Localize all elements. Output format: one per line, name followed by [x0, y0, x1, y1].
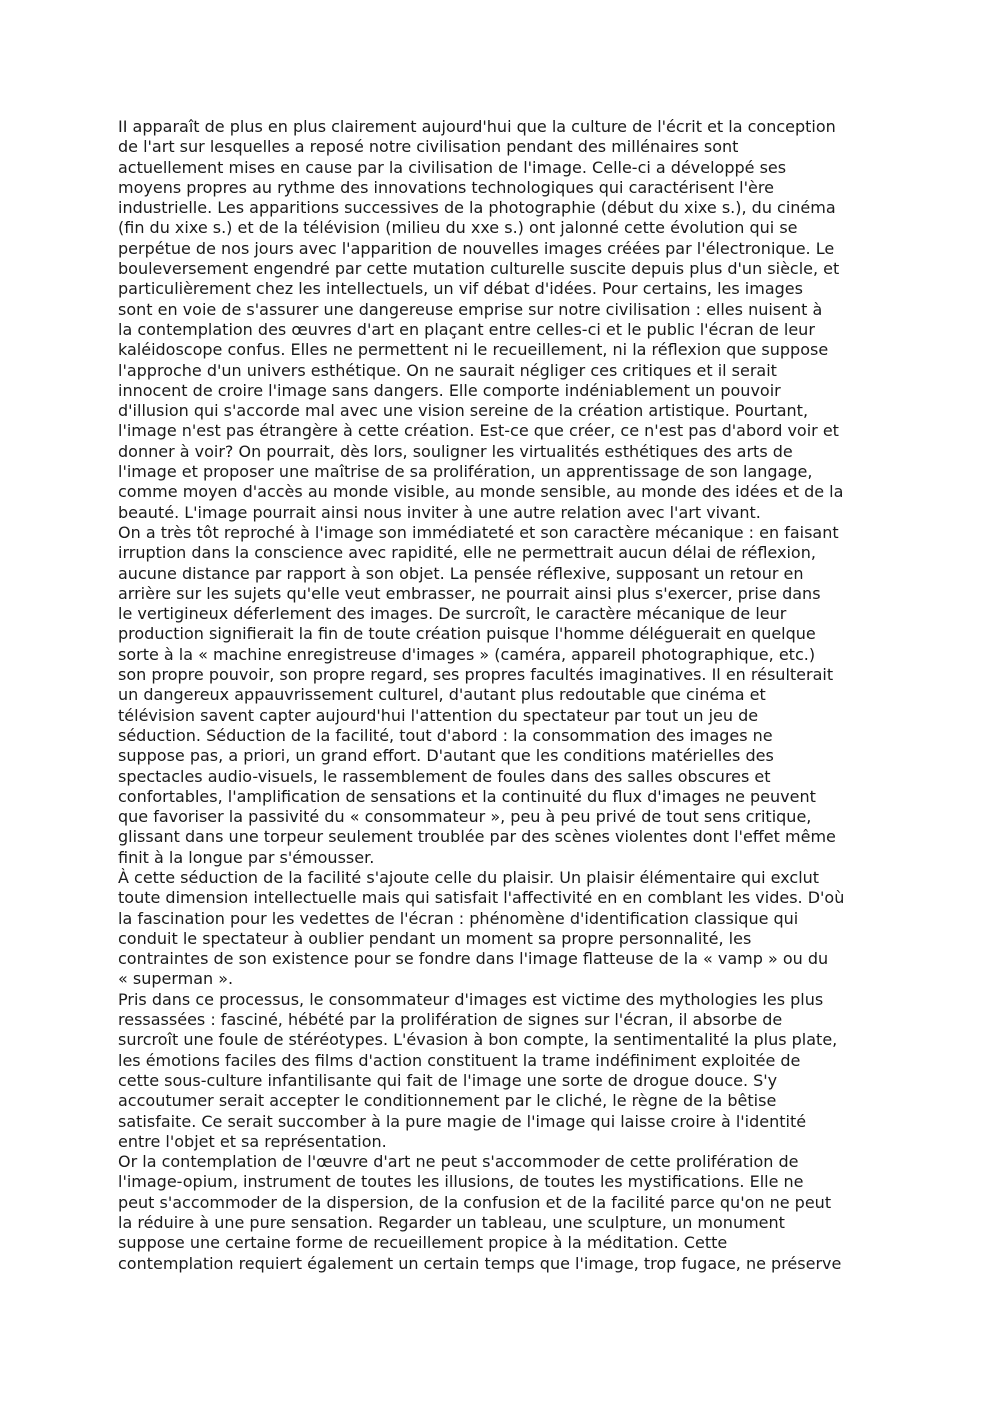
text-line: aucune distance par rapport à son objet. La pensée réflexive, supposant un retour en [118, 563, 804, 583]
text-line: que favoriser la passivité du « consommateur », peu à peu privé de tout sens critique, [118, 807, 812, 827]
text-line: Pris dans ce processus, le consommateur d'images est victime des mythologies les plus [118, 989, 824, 1009]
text-line: l'image-opium, instrument de toutes les illusions, de toutes les mystifications. Elle ne [118, 1172, 804, 1192]
text-line: actuellement mises en cause par la civilisation de l'image. Celle-ci a développé ses [118, 157, 787, 177]
text-line: beauté. L'image pourrait ainsi nous inviter à une autre relation avec l'art vivant. [118, 502, 761, 522]
text-line: satisfaite. Ce serait succomber à la pure magie de l'image qui laisse croire à l'identité [118, 1111, 807, 1131]
text-line: contraintes de son existence pour se fondre dans l'image flatteuse de la « vamp » ou du [118, 949, 829, 969]
text-line: toute dimension intellectuelle mais qui satisfait l'affectivité en en comblant les vides. D'où [118, 888, 845, 908]
text-line: accoutumer serait accepter le conditionnement par le cliché, le règne de la bêtise [118, 1091, 777, 1111]
text-line: donner à voir? On pourrait, dès lors, souligner les virtualités esthétiques des arts de [118, 441, 793, 461]
text-line: confortables, l'amplification de sensations et la continuité du flux d'images ne peuvent [118, 786, 816, 806]
text-line: arrière sur les sujets qu'elle veut embrasser, ne pourrait ainsi plus s'exercer, prise dans [118, 583, 821, 603]
text-line: ressassées : fasciné, hébété par la prolifération de signes sur l'écran, il absorbe de [118, 1010, 783, 1030]
text-line: perpétue de nos jours avec l'apparition de nouvelles images créées par l'électronique. Le [118, 238, 835, 258]
text-line: production signifierait la fin de toute création puisque l'homme déléguerait en quelque [118, 624, 816, 644]
text-line: conduit le spectateur à oublier pendant un moment sa propre personnalité, les [118, 928, 752, 948]
text-line: finit à la longue par s'émousser. [118, 847, 375, 867]
text-line: sorte à la « machine enregistreuse d'images » (caméra, appareil photographique, etc.) [118, 644, 816, 664]
text-line: les émotions faciles des films d'action constituent la trame indéfiniment exploitée de [118, 1050, 801, 1070]
text-line: télévision savent capter aujourd'hui l'attention du spectateur par tout un jeu de [118, 705, 759, 725]
text-line: suppose une certaine forme de recueillement propice à la méditation. Cette [118, 1233, 728, 1253]
text-line: Or la contemplation de l'œuvre d'art ne peut s'accommoder de cette prolifération de [118, 1152, 799, 1172]
text-line: bouleversement engendré par cette mutation culturelle suscite depuis plus d'un siècle, et [118, 259, 840, 279]
text-line: kaléidoscope confus. Elles ne permettent ni le recueillement, ni la réflexion que suppose [118, 340, 829, 360]
text-line: particulièrement chez les intellectuels, un vif débat d'idées. Pour certains, les images [118, 279, 803, 299]
text-line: contemplation requiert également un certain temps que l'image, trop fugace, ne préserve [118, 1253, 842, 1273]
text-line: de l'art sur lesquelles a reposé notre civilisation pendant des millénaires sont [118, 137, 739, 157]
text-line: entre l'objet et sa représentation. [118, 1131, 387, 1151]
text-line: spectacles audio-visuels, le rassemblement de foules dans des salles obscures et [118, 766, 771, 786]
text-line: industrielle. Les apparitions successives de la photographie (début du xixe s.), du cinéma [118, 198, 836, 218]
text-line: peut s'accommoder de la dispersion, de la confusion et de la facilité parce qu'on ne peut [118, 1192, 832, 1212]
text-line: son propre pouvoir, son propre regard, ses propres facultés imaginatives. Il en résulterait [118, 665, 834, 685]
text-line: À cette séduction de la facilité s'ajoute celle du plaisir. Un plaisir élémentaire qui exclut [118, 867, 820, 887]
text-line: d'illusion qui s'accorde mal avec une vision sereine de la création artistique. Pourtant, [118, 401, 809, 421]
text-line: l'image n'est pas étrangère à cette création. Est-ce que créer, ce n'est pas d'abord voir et [118, 421, 839, 441]
text-line: la contemplation des œuvres d'art en plaçant entre celles-ci et le public l'écran de leur [118, 319, 815, 339]
text-line: suppose pas, a priori, un grand effort. D'autant que les conditions matérielles des [118, 746, 774, 766]
text-line: l'approche d'un univers esthétique. On ne saurait négliger ces critiques et il serait [118, 360, 777, 380]
text-line: II apparaît de plus en plus clairement aujourd'hui que la culture de l'écrit et la conception [118, 117, 836, 136]
text-line: un dangereux appauvrissement culturel, d'autant plus redoutable que cinéma et [118, 685, 766, 705]
text-line: « superman ». [118, 969, 234, 989]
text-line: surcroît une foule de stéréotypes. L'évasion à bon compte, la sentimentalité la plus plate, [118, 1030, 838, 1050]
text-line: irruption dans la conscience avec rapidité, elle ne permettrait aucun délai de réflexion, [118, 543, 816, 563]
text-line: glissant dans une torpeur seulement troublée par des scènes violentes dont l'effet même [118, 827, 836, 847]
text-line: On a très tôt reproché à l'image son immédiateté et son caractère mécanique : en faisant [118, 522, 839, 542]
text-line: innocent de croire l'image sans dangers. Elle comporte indéniablement un pouvoir [118, 380, 781, 400]
text-line: cette sous-culture infantilisante qui fait de l'image une sorte de drogue douce. S'y [118, 1070, 778, 1090]
text-line: moyens propres au rythme des innovations technologiques qui caractérisent l'ère [118, 177, 774, 197]
text-line: l'image et proposer une maîtrise de sa prolifération, un apprentissage de son langage, [118, 462, 813, 482]
text-line: séduction. Séduction de la facilité, tout d'abord : la consommation des images ne [118, 725, 773, 745]
text-line: comme moyen d'accès au monde visible, au monde sensible, au monde des idées et de la [118, 482, 844, 502]
text-line: la fascination pour les vedettes de l'écran : phénomène d'identification classique qui [118, 908, 799, 928]
text-line: le vertigineux déferlement des images. De surcroît, le caractère mécanique de leur [118, 604, 787, 624]
text-line: (fin du xixe s.) et de la télévision (milieu du xxe s.) ont jalonné cette évolution qui se [118, 218, 798, 238]
text-line: la réduire à une pure sensation. Regarder un tableau, une sculpture, un monument [118, 1213, 785, 1233]
text-line: sont en voie de s'assurer une dangereuse emprise sur notre civilisation : elles nuisent à [118, 299, 823, 319]
body-text [118, 117, 878, 1274]
